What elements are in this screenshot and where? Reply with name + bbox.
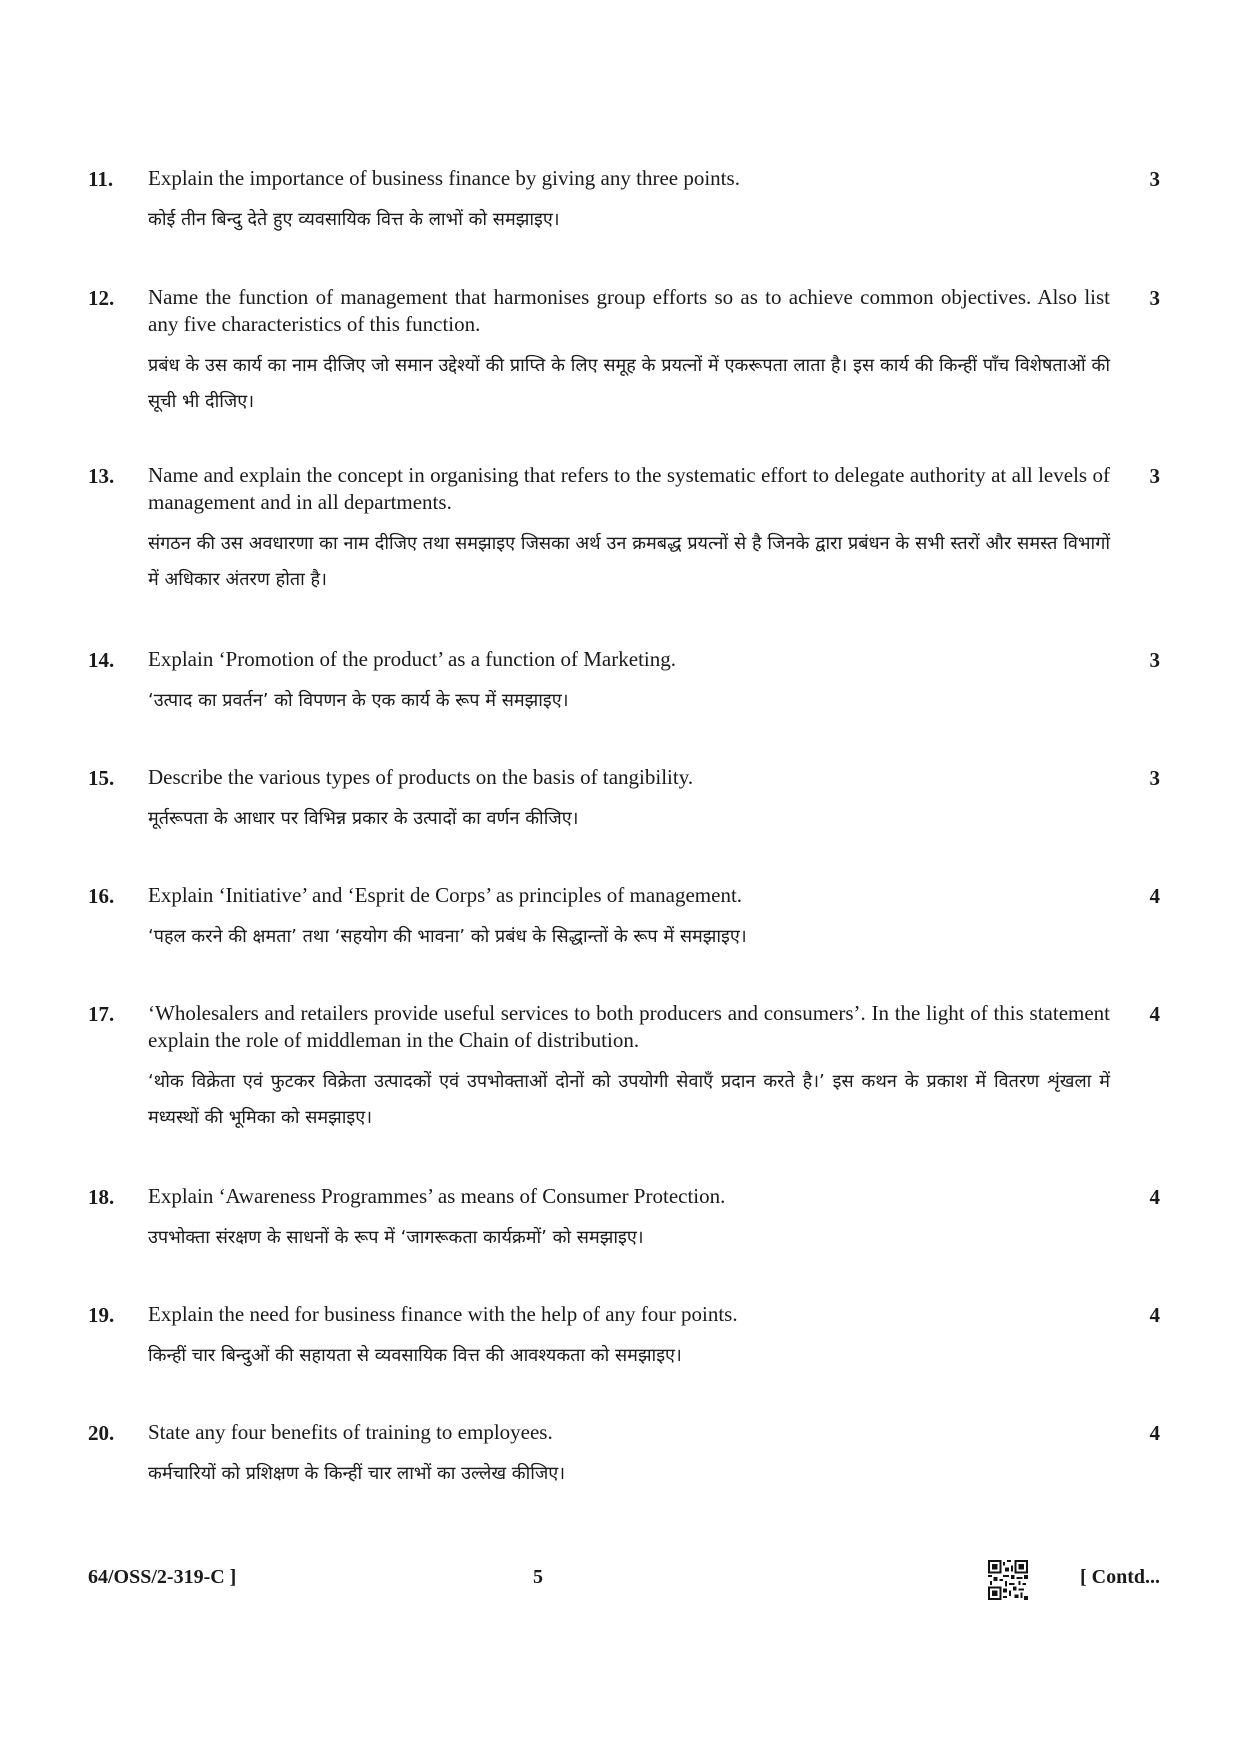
page-number: 5 — [533, 1566, 543, 1588]
question-text-english: Explain ‘Awareness Programmes’ as means of Consumer Protection. — [148, 1184, 726, 1208]
question-number: 12. — [88, 286, 115, 310]
question-number: 15. — [88, 766, 115, 790]
question-12 — [88, 284, 1160, 420]
question-text-english: Name and explain the concept in organising that refers to the systematic effort to delegate authority at all levels of management and in all departments. — [148, 463, 1110, 514]
question-marks: 4 — [1149, 1185, 1160, 1209]
continued-label: [ Contd... — [1079, 1566, 1160, 1588]
question-text-hindi: ‘उत्पाद का प्रवर्तन’ को विपणन के एक कार्य के रूप में समझाइए। — [148, 690, 569, 711]
question-text-hindi: प्रबंध के उस कार्य का नाम दीजिए जो समान उद्देश्यों की प्राप्ति के लिए समूह के प्रयत्नों में एकरूपता लाता है। इस कार्य की किन्हीं पाँच विशेषताओं की सूची भी दीजिए। — [148, 355, 1110, 412]
question-number: 19. — [88, 1303, 115, 1327]
question-text-hindi: संगठन की उस अवधारणा का नाम दीजिए तथा समझाइए जिसका अर्थ उन क्रमबद्ध प्रयत्नों से है जिनके द्वारा प्रबंधन के सभी स्तरों और समस्त विभागों में अधिकार अंतरण होता है। — [148, 533, 1110, 590]
question-number: 13. — [88, 464, 115, 488]
question-text-hindi: ‘पहल करने की क्षमता’ तथा ‘सहयोग की भावना’ को प्रबंध के सिद्धान्तों के रूप में समझाइए। — [148, 926, 747, 947]
question-text-english: State any four benefits of training to employees. — [148, 1420, 553, 1444]
question-text-hindi: कर्मचारियों को प्रशिक्षण के किन्हीं चार लाभों का उल्लेख कीजिए। — [148, 1463, 566, 1484]
question-13 — [88, 462, 1160, 598]
question-text-english: Explain ‘Promotion of the product’ as a function of Marketing. — [148, 647, 676, 671]
question-text-english: Name the function of management that harmonises group efforts so as to achieve common objectives. Also list any five characteristics of this function. — [148, 285, 1110, 336]
question-marks: 3 — [1149, 464, 1160, 488]
page-footer — [88, 1560, 1160, 1600]
question-18 — [88, 1183, 1160, 1256]
question-number: 14. — [88, 648, 115, 672]
question-text-english: Explain ‘Initiative’ and ‘Esprit de Corps’ as principles of management. — [148, 883, 743, 907]
question-marks: 4 — [1149, 1421, 1160, 1445]
question-marks: 3 — [1149, 648, 1160, 672]
question-marks: 4 — [1149, 1303, 1160, 1327]
question-text-english: Explain the importance of business finance by giving any three points. — [148, 166, 740, 190]
question-16 — [88, 882, 1160, 955]
question-text-hindi: कोई तीन बिन्दु देते हुए व्यवसायिक वित्त के लाभों को समझाइए। — [148, 209, 560, 230]
question-11 — [88, 165, 1160, 238]
question-text-english: Explain the need for business finance with the help of any four points. — [148, 1302, 738, 1326]
question-number: 17. — [88, 1002, 115, 1026]
question-text-hindi: उपभोक्ता संरक्षण के साधनों के रूप में ‘जागरूकता कार्यक्रमों’ को समझाइए। — [148, 1227, 644, 1248]
question-text-english: ‘Wholesalers and retailers provide useful services to both producers and consumers’. In the light of this statement explain the role of middleman in the Chain of distribution. — [148, 1001, 1110, 1052]
question-marks: 3 — [1149, 167, 1160, 191]
question-marks: 4 — [1149, 1002, 1160, 1026]
question-text-hindi: मूर्तरूपता के आधार पर विभिन्न प्रकार के उत्पादों का वर्णन कीजिए। — [148, 808, 579, 829]
question-number: 16. — [88, 884, 115, 908]
question-17 — [88, 1000, 1160, 1136]
question-text-hindi: ‘थोक विक्रेता एवं फुटकर विक्रेता उत्पादकों एवं उपभोक्ताओं दोनों को उपयोगी सेवाएँ प्रदान करते है।’ इस कथन के प्रकाश में वितरण शृंखला में मध्यस्थों की भूमिका को समझाइए। — [148, 1071, 1110, 1128]
question-marks: 4 — [1149, 884, 1160, 908]
question-19 — [88, 1301, 1160, 1374]
question-20 — [88, 1419, 1160, 1492]
question-marks: 3 — [1149, 286, 1160, 310]
qr-code-icon — [988, 1560, 1028, 1600]
question-number: 20. — [88, 1421, 115, 1445]
question-marks: 3 — [1149, 766, 1160, 790]
question-14 — [88, 646, 1160, 719]
question-number: 18. — [88, 1185, 115, 1209]
paper-code: 64/OSS/2-319-C ] — [88, 1566, 237, 1588]
question-text-hindi: किन्हीं चार बिन्दुओं की सहायता से व्यवसायिक वित्त की आवश्यकता को समझाइए। — [148, 1345, 682, 1366]
question-15 — [88, 764, 1160, 837]
question-text-english: Describe the various types of products on the basis of tangibility. — [148, 765, 694, 789]
question-number: 11. — [88, 167, 114, 191]
